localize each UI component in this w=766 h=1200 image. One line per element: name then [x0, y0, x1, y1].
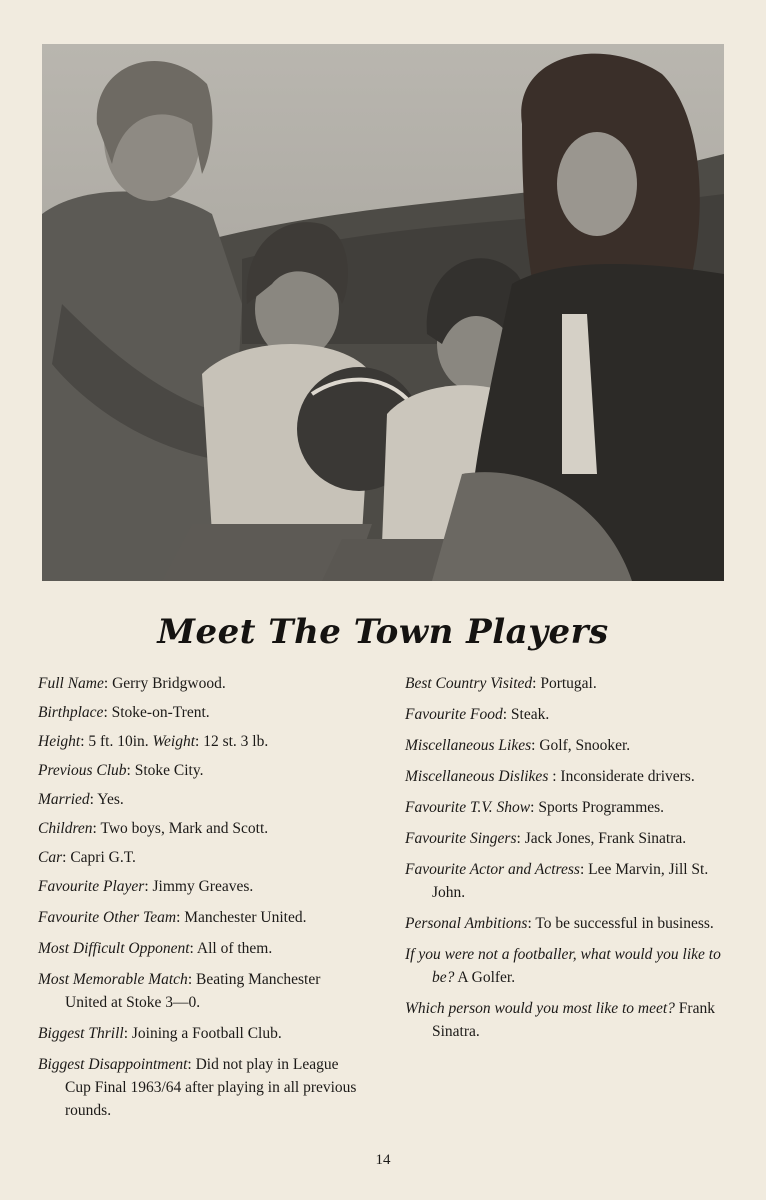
entry-sep: :	[531, 737, 536, 754]
entry-sep: :	[527, 915, 532, 932]
entry-value: Stoke-on-Trent.	[111, 704, 210, 721]
entry-favourite-player	[38, 875, 360, 898]
entry-previous-club	[38, 759, 360, 782]
entry-value: Manchester United.	[184, 909, 307, 926]
entry-personal-ambitions	[405, 912, 725, 935]
entry-label: Biggest Disappointment	[38, 1056, 188, 1073]
entry-value: Joining a Football Club.	[131, 1025, 282, 1042]
entry-sep: :	[548, 768, 557, 785]
entry-height-weight	[38, 730, 360, 753]
entry-value: 5 ft. 10in.	[88, 733, 149, 750]
entry-biggest-disappointment	[38, 1053, 360, 1122]
entry-value: Stoke City.	[134, 762, 204, 779]
entry-sep: :	[103, 675, 109, 692]
entry-if-not-footballer	[405, 943, 725, 989]
entry-sep: :	[123, 1025, 129, 1042]
entry-sep: :	[144, 878, 149, 895]
entry-label: Height	[38, 733, 81, 750]
entry-sep: :	[516, 830, 521, 847]
entry-label: Which person would you most like to meet?	[405, 1000, 675, 1017]
entry-label: If you were not a footballer, what would you like to be?	[405, 946, 721, 986]
entry-sep: :	[187, 1056, 192, 1073]
entry-children	[38, 817, 360, 840]
entry-value: Two boys, Mark and Scott.	[100, 820, 269, 837]
entry-label: Favourite Other Team	[38, 909, 177, 926]
entry-favourite-actor-actress	[405, 858, 725, 904]
entry-label: Previous Club	[38, 762, 127, 779]
entry-favourite-other-team	[38, 906, 360, 929]
entry-sep: :	[62, 849, 67, 866]
entry-value: Beating Manchester United at Stoke 3—0.	[65, 971, 321, 1011]
entry-label: Personal Ambitions	[405, 915, 528, 932]
entry-label: Miscellaneous Likes	[405, 737, 532, 754]
entry-car	[38, 846, 360, 869]
entry-value: Did not play in League Cup Final 1963/64 after playing in all previous rounds.	[65, 1056, 357, 1119]
entry-misc-dislikes	[405, 765, 725, 788]
entry-sep: :	[189, 940, 194, 957]
entry-value: To be successful in business.	[535, 915, 714, 932]
entry-sep: :	[195, 733, 200, 750]
entry-label: Favourite Food	[405, 706, 503, 723]
photo-illustration	[42, 44, 724, 581]
entry-married	[38, 788, 360, 811]
entry-sep: :	[532, 675, 537, 692]
page-title: Meet The Town Players	[157, 612, 609, 652]
entry-label: Biggest Thrill	[38, 1025, 124, 1042]
entry-best-country	[405, 672, 725, 695]
entry-sep: :	[80, 733, 85, 750]
entry-birthplace	[38, 701, 360, 724]
entry-label: Favourite T.V. Show	[405, 799, 531, 816]
entry-most-difficult-opponent	[38, 937, 360, 960]
entry-sep: :	[187, 971, 193, 988]
entry-value: Frank Sinatra.	[432, 1000, 715, 1040]
entry-label: Best Country Visited	[405, 675, 533, 692]
entry-favourite-food	[405, 703, 725, 726]
entry-sep: :	[92, 820, 97, 837]
entry-value: Yes.	[97, 791, 124, 808]
entry-value: A Golfer.	[457, 969, 516, 986]
entry-value: Gerry Bridgwood.	[112, 675, 226, 692]
entry-sep: :	[502, 706, 508, 723]
entry-value: Jimmy Greaves.	[152, 878, 254, 895]
entry-label: Most Memorable Match	[38, 971, 188, 988]
entry-sep: :	[579, 861, 585, 878]
entry-value: Sports Programmes.	[538, 799, 665, 816]
entry-value: Steak.	[510, 706, 550, 723]
entry-label: Favourite Singers	[405, 830, 517, 847]
page-number: 14	[375, 1152, 391, 1168]
team-photo	[42, 44, 724, 581]
entry-label: Favourite Player	[38, 878, 145, 895]
entry-sep: :	[530, 799, 535, 816]
left-column	[38, 672, 360, 1122]
entry-sep: :	[89, 791, 94, 808]
entry-value: Jack Jones, Frank Sinatra.	[524, 830, 687, 847]
entry-value: Golf, Snooker.	[539, 737, 631, 754]
entry-sep: :	[126, 762, 131, 779]
entry-label: Birthplace	[38, 704, 104, 721]
entry-value: Lee Marvin, Jill St. John.	[432, 861, 709, 901]
entry-sep: :	[103, 704, 108, 721]
entry-label: Favourite Actor and Actress	[405, 861, 580, 878]
entry-label: Most Difficult Opponent	[38, 940, 190, 957]
entry-biggest-thrill	[38, 1022, 360, 1045]
entry-value: Inconsiderate drivers.	[560, 768, 695, 785]
entry-value: Capri G.T.	[70, 849, 136, 866]
right-column	[405, 672, 725, 1043]
entry-label: Children	[38, 820, 93, 837]
entry-sep: :	[176, 909, 181, 926]
entry-misc-likes	[405, 734, 725, 757]
entry-label: Married	[38, 791, 90, 808]
entry-label: Car	[38, 849, 63, 866]
entry-value-weight: 12 st. 3 lb.	[203, 733, 269, 750]
entry-label: Full Name	[38, 675, 104, 692]
entry-value: Portugal.	[540, 675, 597, 692]
entry-full-name	[38, 672, 360, 695]
entry-favourite-tv-show	[405, 796, 725, 819]
entry-label: Miscellaneous Dislikes	[405, 768, 549, 785]
entry-favourite-singers	[405, 827, 725, 850]
entry-most-memorable-match	[38, 968, 360, 1014]
entry-label-weight: Weight	[152, 733, 196, 750]
entry-value: All of them.	[196, 940, 273, 957]
entry-person-to-meet	[405, 997, 725, 1043]
